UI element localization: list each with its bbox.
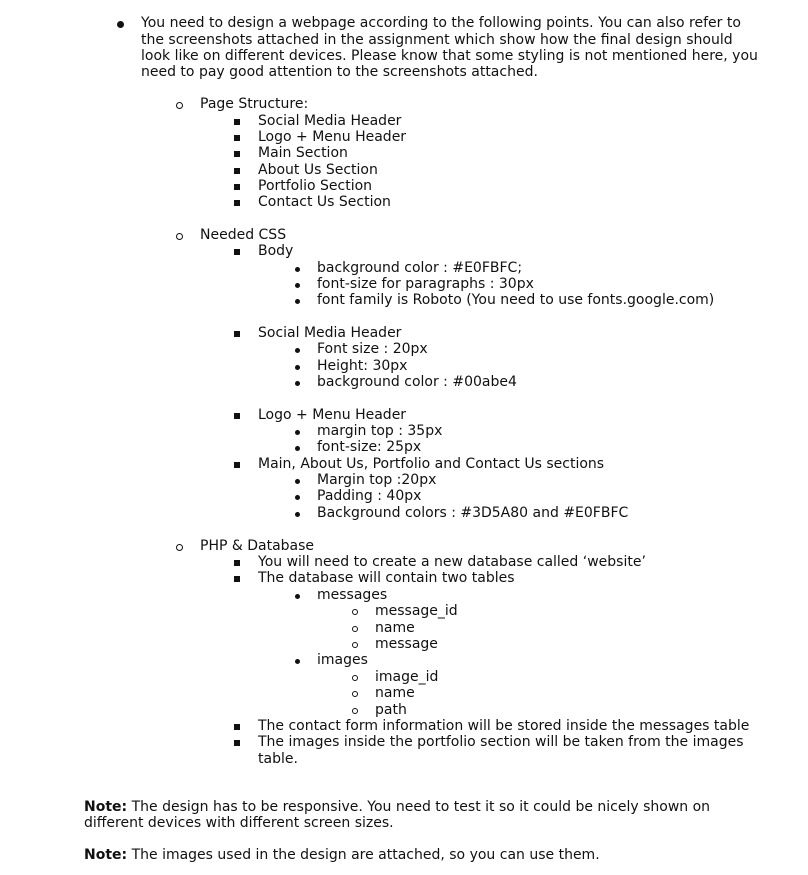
page-structure-item: Portfolio Section [258,178,373,194]
needed-css-heading: Needed CSS [200,227,287,243]
images-field: path [375,702,407,718]
page-structure-item: Main Section [258,145,348,161]
intro-line: the screenshots attached in the assignment which show how the final design should [141,32,733,48]
list-square-bullet [234,576,240,582]
page-structure-item: Logo + Menu Header [258,129,407,145]
needed-css-bullet [176,233,183,240]
create-db-item: You will need to create a new database called ‘website’ [258,554,646,570]
intro-line: look like on different devices. Please know that some styling is not mentioned here, you [141,48,758,64]
logo-header-css-item: margin top : 35px [317,423,443,439]
images-field: image_id [375,669,439,685]
sections-css-item: Margin top :20px [317,472,437,488]
note-images [84,847,600,863]
contact-form-item: The contact form information will be stored inside the messages table [258,718,750,734]
list-circle-bullet [352,708,358,714]
list-square-bullet [234,135,240,141]
list-dot-bullet [295,348,300,353]
logo-header-css-item: font-size: 25px [317,439,422,455]
list-square-bullet [234,200,240,206]
list-dot-bullet [295,430,300,435]
list-circle-bullet [352,626,358,632]
list-square-bullet [234,724,240,730]
sections-label: Main, About Us, Portfolio and Contact Us sections [258,456,605,472]
list-dot-bullet [295,446,300,451]
body-css-item: background color : #E0FBFC; [317,260,523,276]
page-structure-item: About Us Section [258,162,378,178]
page-structure-bullet [176,102,183,109]
two-tables-item: The database will contain two tables [258,570,515,586]
note-text: The design has to be responsive. You need to test it so it could be nicely shown on [127,799,711,815]
list-dot-bullet [295,365,300,370]
portfolio-images-item: The images inside the portfolio section will be taken from the images [258,734,744,750]
messages-field: message_id [375,603,458,619]
list-dot-bullet [295,299,300,304]
intro-line: You need to design a webpage according to the following points. You can also refer to [141,15,741,31]
page-structure-heading: Page Structure: [200,96,309,112]
body-css-item: font-size for paragraphs : 30px [317,276,534,292]
php-db-bullet [176,544,183,551]
images-field: name [375,685,415,701]
page-structure-item: Social Media Header [258,113,402,129]
social-header-css-item: Height: 30px [317,358,408,374]
list-square-bullet [234,119,240,125]
list-dot-bullet [295,479,300,484]
messages-table-name: messages [317,587,388,603]
list-circle-bullet [352,609,358,615]
intro-line: need to pay good attention to the screenshots attached. [141,64,538,80]
images-table-name: images [317,652,368,668]
note-responsive [84,799,710,815]
list-circle-bullet [352,642,358,648]
logo-header-label: Logo + Menu Header [258,407,407,423]
page-structure-item: Contact Us Section [258,194,391,210]
list-square-bullet [234,184,240,190]
note-text: The images used in the design are attached, so you can use them. [127,847,600,863]
note-label: Note: [84,847,128,863]
list-square-bullet [234,740,240,746]
list-dot-bullet [295,512,300,517]
portfolio-images-item-cont: table. [258,751,298,767]
list-square-bullet [234,462,240,468]
list-dot-bullet [295,659,300,664]
list-square-bullet [234,560,240,566]
list-square-bullet [234,413,240,419]
list-circle-bullet [352,675,358,681]
messages-field: name [375,620,415,636]
list-dot-bullet [295,381,300,386]
list-dot-bullet [295,267,300,272]
note-responsive-cont: different devices with different screen sizes. [84,815,394,831]
list-dot-bullet [295,594,300,599]
messages-field: message [375,636,438,652]
list-square-bullet [234,249,240,255]
php-db-heading: PHP & Database [200,538,315,554]
list-circle-bullet [352,691,358,697]
social-header-css-item: Font size : 20px [317,341,428,357]
sections-css-item: Padding : 40px [317,488,422,504]
list-square-bullet [234,331,240,337]
body-label: Body [258,243,294,259]
list-square-bullet [234,168,240,174]
social-header-label: Social Media Header [258,325,402,341]
body-css-item: font family is Roboto (You need to use fonts.google.com) [317,292,715,308]
social-header-css-item: background color : #00abe4 [317,374,517,390]
list-dot-bullet [295,283,300,288]
list-dot-bullet [295,495,300,500]
sections-css-item: Background colors : #3D5A80 and #E0FBFC [317,505,629,521]
list-square-bullet [234,151,240,157]
note-label: Note: [84,799,128,815]
intro-bullet [117,21,124,28]
